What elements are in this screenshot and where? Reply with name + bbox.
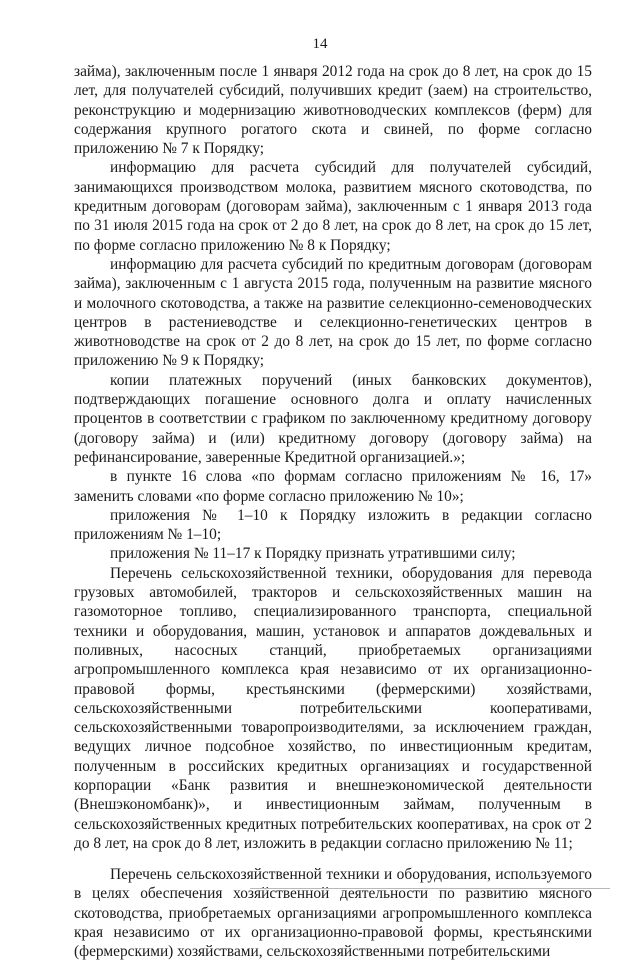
paragraph-clause-16: в пункте 16 слова «по формам согласно приложениям № 16, 17» заменить словами «по форме согласно приложению № 10»; xyxy=(74,468,592,505)
paragraph-continuation: займа), заключенным после 1 января 2012 года на срок до 8 лет, на срок до 15 лет, для получателей субсидий, получивших кредит (заем) на строительство, реконструкцию и модернизацию животноводческих комплексов (ферм) для содержания крупного рогатого скота и свиней, по форме согласно приложению № 7 к Порядку; xyxy=(74,63,592,158)
paragraph-equipment-list: Перечень сельскохозяйственной техники, оборудования для перевода грузовых автомобилей, тракторов и сельскохозяйственных машин на газомоторное топливо, специализированного транспорта, специальной техники и оборудования, машин, установок и аппаратов дождевальных и поливных, насосных станций, приобретаемых организациями агропромышленного комплекса края независимо от их организационно-правовой формы, крестьянскими (фермерскими) хозяйствами, сельскохозяйственными потребительскими кооперативами, сельскохозяйственными товаропроизводителями, за исключением граждан, ведущих личное подсобное хозяйство, по инвестиционным кредитам, полученным в российских кредитных организациях и государственной корпорации «Банк развития и внешнеэкономической деятельности (Внешэкономбанк)», и инвестиционным займам, полученным в сельскохозяйственных кредитных потребительских кооперативах, на срок от 2 до 8 лет, на срок до 8 лет, изложить в редакции согласно приложению № 11; xyxy=(74,564,592,852)
paragraph-cattle-equipment-list: Перечень сельскохозяйственной техники и оборудования, используемого в целях обеспечения хозяйственной деятельности по развитию мясного скотоводства, приобретаемых организациями агропромышленного комплекса края независимо от их организационно-правовой формы, крестьянскими (фермерскими) хозяйствами, сельскохозяйственными потребительскими xyxy=(74,866,592,961)
paragraph-appendices-11-17: приложения № 11–17 к Порядку признать утратившими силу; xyxy=(110,545,516,563)
paragraph-payment-copies: копии платежных поручений (иных банковских документов), подтверждающих погашение основного долга и оплату начисленных процентов в соответствии с графиком по заключенному кредитному договору (договору займа) и (или) кредитному договору (договору займа) на рефинансирование, заверенные Кредитной организацией.»; xyxy=(74,371,592,466)
document-body xyxy=(74,62,592,962)
paragraph-appendices-1-10: приложения № 1–10 к Порядку изложить в редакции согласно приложениям № 1–10; xyxy=(74,506,592,544)
paragraph-form-8: информацию для расчета субсидий для получателей субсидий, занимающихся производством молока, развитием мясного скотоводства, по кредитным договорам (договорам займа), заключенным с 1 января 2013 года по 31 июля 2015 года на срок от 2 до 8 лет, на срок до 8 лет, на срок до 15 лет, по форме согласно приложению № 8 к Порядку; xyxy=(74,159,592,254)
page-number: 14 xyxy=(312,36,328,52)
paragraph-form-9: информацию для расчета субсидий по кредитным договорам (договорам займа), заключенным с 1 августа 2015 года, полученным на развитие мясного и молочного скотоводства, а также на развитие селекционно-семеноводческих центров в растениеводстве и селекционно-генетических центров в животноводстве на срок от 2 до 8 лет, на срок до 15 лет, по форме согласно приложению № 9 к Порядку; xyxy=(74,255,592,370)
page-bottom-line xyxy=(250,888,610,889)
